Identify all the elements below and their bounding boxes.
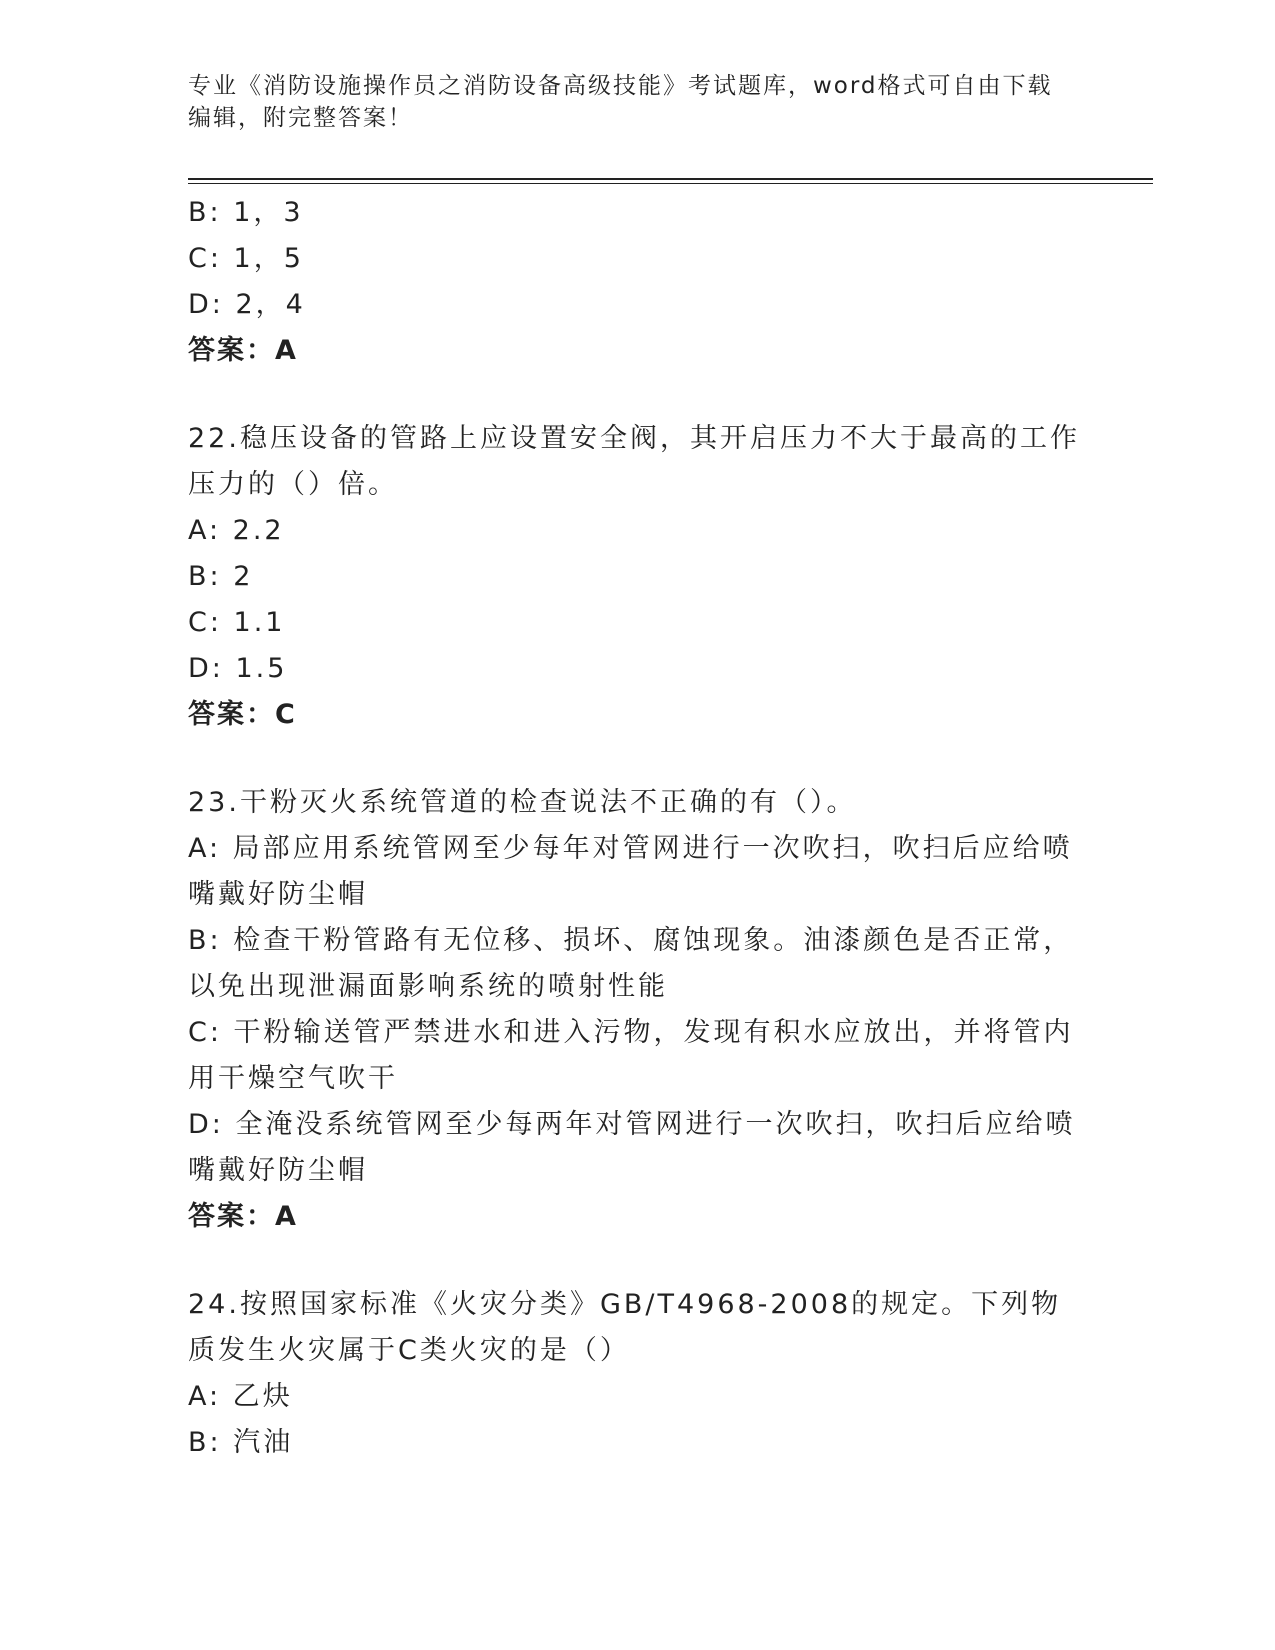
question-24-text: 24.按照国家标准《火灾分类》GB/T4968-2008的规定。下列物质发生火灾属于C类火灾的是（）: [188, 1289, 1062, 1366]
question-22-option-b: B: 2: [188, 561, 254, 592]
option-b: B: 1，3: [188, 197, 304, 228]
question-23-option-d: D: 全淹没系统管网至少每两年对管网进行一次吹扫，吹扫后应给喷嘴戴好防尘帽: [188, 1109, 1076, 1186]
question-22-option-d: D: 1.5: [188, 653, 288, 684]
question-23-option-a: A: 局部应用系统管网至少每年对管网进行一次吹扫，吹扫后应给喷嘴戴好防尘帽: [188, 833, 1073, 910]
question-22-text: 22.稳压设备的管路上应设置安全阀，其开启压力不大于最高的工作压力的（）倍。: [188, 423, 1080, 500]
spacer: [188, 1240, 1088, 1282]
question-22-answer: 答案：C: [188, 699, 297, 730]
question-content: [188, 190, 1088, 1466]
question-23-option-b: B: 检查干粉管路有无位移、损坏、腐蚀现象。油漆颜色是否正常，以免出现泄漏面影响系统的喷射性能: [188, 925, 1074, 1002]
question-22-option-c: C: 1.1: [188, 607, 286, 638]
question-24-option-b: B: 汽油: [188, 1427, 294, 1458]
option-d: D: 2，4: [188, 289, 306, 320]
spacer: [188, 374, 1088, 416]
answer-label: 答案：A: [188, 335, 298, 366]
header-divider-thin: [188, 183, 1153, 184]
document-header: 专业《消防设施操作员之消防设备高级技能》考试题库，word格式可自由下载编辑，附完整答案！: [188, 73, 1053, 131]
question-24-option-a: A: 乙炔: [188, 1381, 293, 1412]
option-c: C: 1，5: [188, 243, 304, 274]
question-23-option-c: C: 干粉输送管严禁进水和进入污物，发现有积水应放出，并将管内用干燥空气吹干: [188, 1017, 1074, 1094]
header-divider-thick: [188, 178, 1153, 180]
question-22-option-a: A: 2.2: [188, 515, 285, 546]
spacer: [188, 738, 1088, 780]
question-23-answer: 答案：A: [188, 1201, 298, 1232]
question-23-text: 23.干粉灭火系统管道的检查说法不正确的有（）。: [188, 787, 857, 818]
